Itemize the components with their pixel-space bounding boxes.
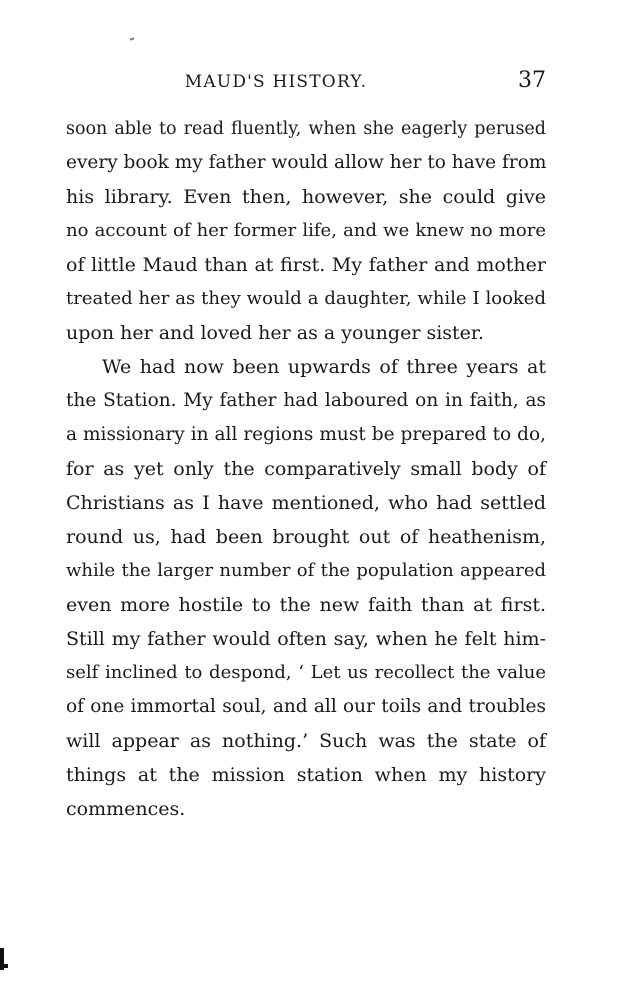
margin-mark xyxy=(0,948,4,970)
text-line: his library. Even then, however, she could give xyxy=(66,186,546,208)
text-line: Christians as I have mentioned, who had settled xyxy=(66,492,546,514)
text-line: while the larger number of the population appeared xyxy=(66,560,546,581)
body-text xyxy=(66,112,546,826)
text-line: will appear as nothing.’ Such was the state of xyxy=(66,730,546,752)
page-number: 37 xyxy=(518,68,546,93)
text-line: a missionary in all regions must be prepared to do, xyxy=(66,424,546,445)
paragraph-2 xyxy=(66,350,546,826)
text-line: round us, had been brought out of heathenism, xyxy=(66,526,546,548)
text-line: every book my father would allow her to have from xyxy=(66,152,547,173)
print-speck xyxy=(130,37,134,40)
text-line: self inclined to despond, ‘ Let us recollect the value xyxy=(66,662,546,683)
text-line: commences. xyxy=(66,798,186,820)
text-line: We had now been upwards of three years at xyxy=(102,356,546,378)
running-head xyxy=(66,68,546,104)
text-line: soon able to read fluently, when she eagerly perused xyxy=(66,119,546,139)
text-line: no account of her former life, and we knew no more xyxy=(66,220,546,241)
text-line: treated her as they would a daughter, while I looked xyxy=(66,288,546,309)
text-line: for as yet only the comparatively small body of xyxy=(66,458,546,480)
paragraph-1 xyxy=(66,112,546,350)
text-line: even more hostile to the new faith than at first. xyxy=(66,594,546,616)
running-title: MAUD'S HISTORY. xyxy=(184,72,368,92)
text-line: of little Maud than at first. My father and mother xyxy=(66,254,546,276)
text-line: the Station. My father had laboured on in faith, as xyxy=(66,390,546,411)
text-line: things at the mission station when my history xyxy=(66,764,546,786)
text-line: Still my father would often say, when he felt him- xyxy=(66,628,546,650)
text-line: upon her and loved her as a younger sister. xyxy=(66,322,484,344)
text-line: of one immortal soul, and all our toils and troubles xyxy=(66,696,546,717)
